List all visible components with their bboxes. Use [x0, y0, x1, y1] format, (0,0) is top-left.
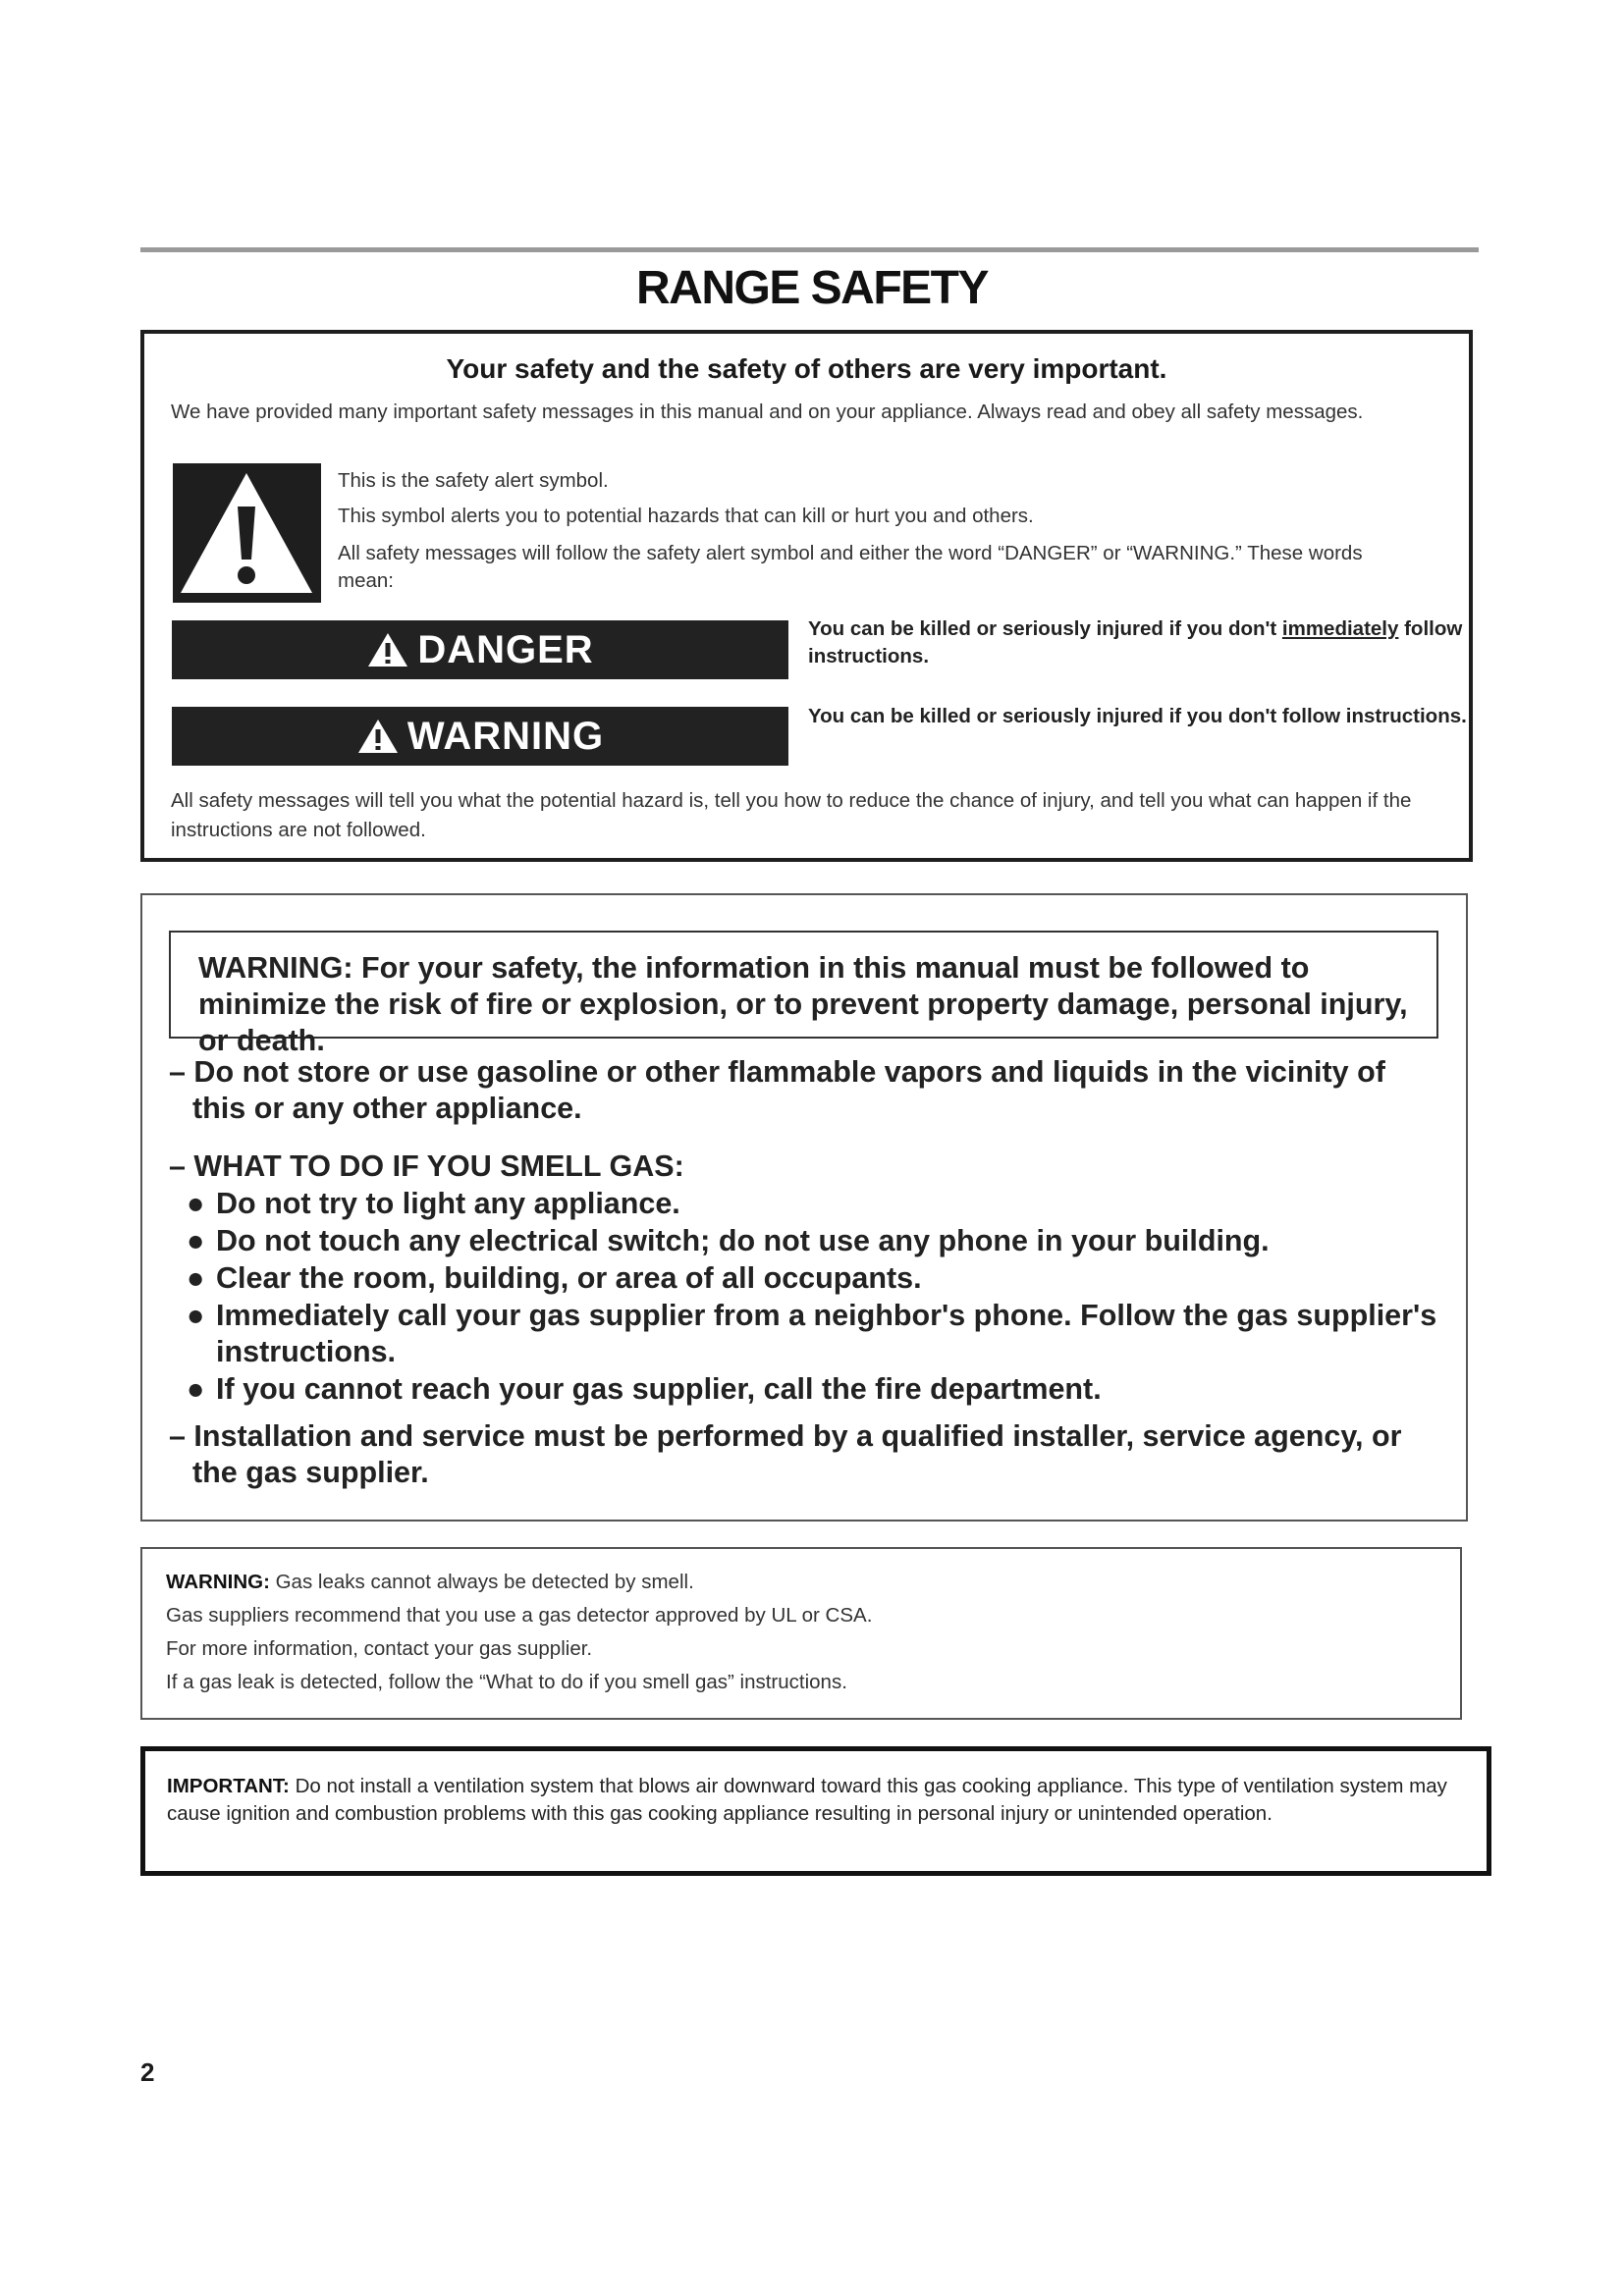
danger-text: You can be killed or seriously injured if you don't — [808, 617, 1282, 640]
alert-symbol-explanation — [338, 469, 1418, 595]
important-notice-box — [140, 1746, 1491, 1876]
danger-emphasis: immediately — [1281, 617, 1399, 640]
gas-leak-line: For more information, contact your gas supplier. — [166, 1637, 593, 1660]
gas-leak-line: If a gas leak is detected, follow the “What to do if you smell gas” instructions. — [166, 1671, 847, 1693]
page-number: 2 — [140, 2057, 155, 2087]
safety-alert-exclamation-icon — [173, 463, 321, 603]
alert-triangle-icon — [356, 718, 400, 755]
safety-messages-box — [140, 330, 1473, 862]
danger-signal-label — [172, 620, 788, 679]
gasoline-storage-warning: – Do not store or use gasoline or other flammable vapors and liquids in the vicinity of this or any other appliance. — [169, 1055, 1385, 1125]
alert-triangle-icon — [366, 631, 409, 668]
list-item: ● Do not try to light any appliance. — [187, 1187, 680, 1220]
warning-description: You can be killed or seriously injured if you don't follow instructions. — [808, 705, 1467, 727]
safety-intro: We have provided many important safety messages in this manual and on your appliance. Always read and obey all safety messages. — [171, 400, 1364, 423]
important-notice: IMPORTANT: Do not install a ventilation system that blows air downward toward this gas cooking appliance. This type of ventilation system may cause ignition and combustion problems with this gas cooking appliance resulting in personal injury or unintended operation. — [167, 1775, 1447, 1825]
list-item: ● Do not touch any electrical switch; do not use any phone in your building. — [187, 1224, 1270, 1257]
danger-word: DANGER — [417, 627, 594, 671]
list-item: ● If you cannot reach your gas supplier, call the fire department. — [187, 1372, 1102, 1406]
gas-warning-statement-box — [169, 931, 1438, 1057]
gas-leak-text — [166, 1571, 872, 1704]
title-rule — [140, 247, 1479, 252]
symbol-line: This symbol alerts you to potential hazards that can kill or hurt you and others. — [338, 505, 1034, 527]
smell-gas-steps — [187, 1186, 1443, 1409]
safety-heading: Your safety and the safety of others are very important. — [446, 353, 1167, 384]
gas-warning-box — [140, 893, 1468, 1522]
gas-leak-line: Gas suppliers recommend that you use a gas detector approved by UL or CSA. — [166, 1604, 873, 1627]
gas-leak-box — [140, 1547, 1462, 1720]
symbol-line: This is the safety alert symbol. — [338, 469, 609, 492]
danger-text-end: follow instructions. — [808, 617, 1463, 667]
list-item: ● Immediately call your gas supplier from a neighbor's phone. Follow the gas supplier's instructions. — [187, 1299, 1437, 1368]
warning-signal-label — [172, 707, 788, 766]
installation-warning: – Installation and service must be performed by a qualified installer, service agency, or the gas supplier. — [169, 1419, 1402, 1489]
list-item: ● Clear the room, building, or area of all occupants. — [187, 1261, 922, 1295]
warning-word: WARNING — [406, 714, 605, 758]
page-title: RANGE SAFETY — [635, 262, 989, 314]
important-label: IMPORTANT: — [167, 1775, 290, 1797]
gas-warning-statement: WARNING: For your safety, the information in this manual must be followed to minimize the risk of fire or explosion, or to prevent property damage, personal injury, or death. — [198, 951, 1408, 1057]
danger-description — [808, 615, 1476, 670]
symbol-line: All safety messages will follow the safety alert symbol and either the word “DANGER” or “WARNING.” These words mean: — [338, 542, 1363, 592]
smell-gas-heading: – WHAT TO DO IF YOU SMELL GAS: — [169, 1149, 684, 1183]
gas-leak-line: WARNING: Gas leaks cannot always be detected by smell. — [166, 1571, 694, 1593]
safety-footer: All safety messages will tell you what the potential hazard is, tell you how to reduce the chance of injury, and tell you what can happen if the instructions are not followed. — [171, 789, 1412, 841]
gas-leak-warning-label: WARNING: — [166, 1571, 270, 1593]
